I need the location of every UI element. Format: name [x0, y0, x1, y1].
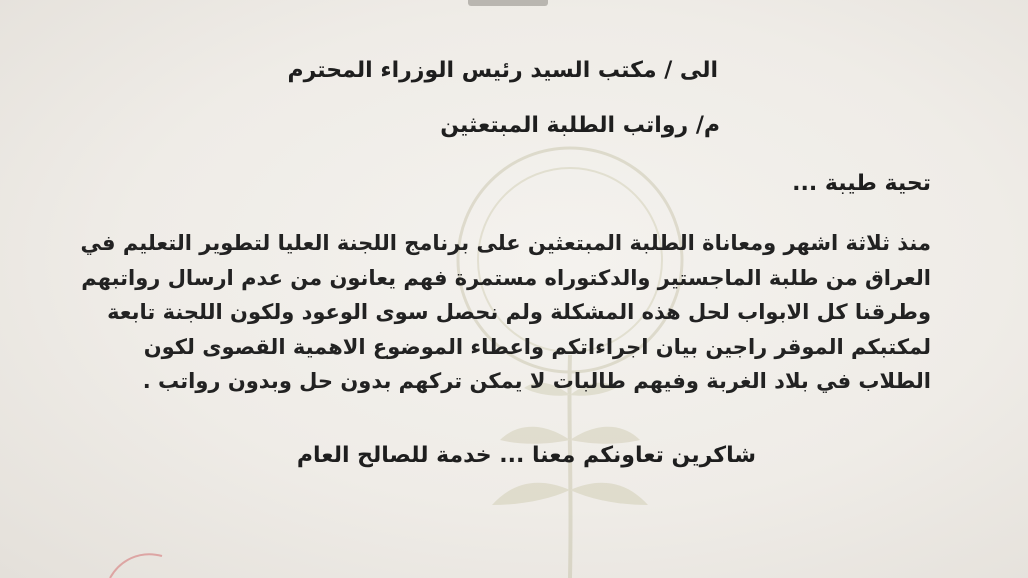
letter-body — [80, 226, 931, 399]
greeting-line: تحية طيبة ... — [792, 171, 931, 196]
closing-line: شاكرين تعاونكم معنا ... خدمة للصالح العام — [296, 443, 756, 468]
body-line-4: لمكتبكم الموقر راجين بيان اجراءاتكم واعطاء الموضوع الاهمية القصوى لكون — [143, 334, 931, 359]
subject-line: م/ رواتب الطلبة المبتعثين — [440, 113, 720, 138]
page-top-mark — [468, 0, 548, 6]
red-ink-mark — [100, 520, 180, 578]
body-line-2: العراق من طلبة الماجستير والدكتوراه مستمرة فهم يعانون من عدم ارسال رواتبهم — [81, 265, 931, 290]
body-line-3: وطرقنا كل الابواب لحل هذه المشكلة ولم نحصل سوى الوعود ولكون اللجنة تابعة — [107, 300, 931, 324]
body-line-5: الطلاب في بلاد الغربة وفيهم طالبات لا يمكن تركهم بدون حل وبدون رواتب . — [142, 369, 931, 393]
body-line-1: منذ ثلاثة اشهر ومعاناة الطلبة المبتعثين على برنامج اللجنة العليا لتطوير التعليم في — [80, 231, 931, 255]
addressee-line: الى / مكتب السيد رئيس الوزراء المحترم — [287, 58, 718, 83]
